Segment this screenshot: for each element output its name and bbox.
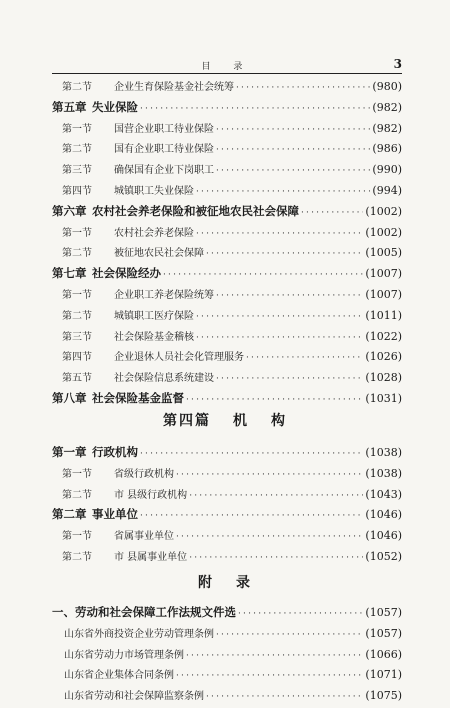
header-rule: [52, 73, 402, 74]
entry-title: 山东省劳动力市场管理条例: [64, 649, 184, 661]
entry-label: [52, 646, 184, 661]
entry-page-number: (1002): [365, 204, 402, 218]
toc-entry: [52, 369, 402, 390]
entry-label: [52, 140, 214, 155]
appendix-char-1: 附: [198, 575, 214, 591]
dot-leader: [206, 249, 363, 259]
entry-number: 第一章: [52, 445, 87, 459]
entry-page-number: (1043): [365, 487, 402, 501]
toc-block-part3: [52, 78, 402, 411]
entry-title: 社会保险基金稽核: [114, 331, 194, 343]
entry-page-number: (1007): [365, 267, 402, 281]
entry-page-number: (1007): [365, 287, 402, 301]
dot-leader: [206, 692, 363, 702]
entry-label: [52, 390, 184, 406]
entry-number: 第一节: [62, 289, 92, 301]
toc-entry: [52, 604, 402, 625]
toc-entry: [52, 666, 402, 687]
toc-entry: [52, 486, 402, 507]
toc-entry: [52, 328, 402, 349]
entry-number: 第二节: [62, 310, 92, 322]
part-name-char-1: 机: [233, 413, 249, 429]
entry-label: [52, 244, 204, 259]
entry-page-number: (1038): [365, 446, 402, 459]
toc-entry: [52, 140, 402, 161]
entry-number: 第五节: [62, 373, 92, 385]
entry-number: 第二节: [62, 551, 92, 563]
entry-page-number: (1028): [365, 371, 402, 385]
dot-leader: [176, 470, 363, 480]
entry-number: 第一节: [62, 227, 92, 239]
entry-label: [52, 348, 244, 363]
entry-title: 社会保险信息系统建设: [114, 373, 214, 385]
entry-label: [52, 99, 138, 115]
entry-label: [52, 182, 194, 197]
toc-entry: [52, 244, 402, 265]
entry-title: 市 县属事业单位: [114, 551, 188, 563]
entry-title: 山东省外商投资企业劳动管理条例: [64, 628, 214, 640]
entry-page-number: (1052): [365, 549, 402, 563]
dot-leader: [140, 449, 363, 459]
entry-label: [52, 486, 187, 501]
running-title: 目 录: [201, 62, 253, 72]
entry-label: [52, 286, 214, 301]
toc-entry: [52, 390, 402, 411]
entry-number: 第一节: [62, 531, 92, 543]
dot-leader: [186, 651, 363, 661]
entry-number: 第四节: [62, 352, 92, 364]
entry-page-number: (1071): [365, 668, 402, 682]
entry-page-number: (1046): [365, 508, 402, 522]
entry-title: 企业职工养老保险统筹: [114, 289, 214, 301]
entry-page-number: (982): [372, 121, 402, 135]
toc-entry: [52, 203, 402, 224]
toc-entry: [52, 444, 402, 465]
dot-leader: [246, 353, 363, 363]
entry-title: 国营企业职工待业保险: [114, 123, 214, 135]
entry-number: 第二节: [62, 489, 92, 501]
entry-number: 第七章: [52, 266, 87, 281]
entry-page-number: (990): [372, 163, 402, 177]
entry-page-number: (982): [372, 100, 402, 114]
dot-leader: [216, 291, 363, 301]
toc-entry: [52, 120, 402, 141]
toc-entry: [52, 625, 402, 646]
dot-leader: [301, 208, 363, 218]
dot-leader: [140, 104, 370, 114]
dot-leader: [216, 145, 370, 155]
toc-entry: [52, 527, 402, 548]
entry-label: [52, 369, 214, 384]
entry-number: 第六章: [52, 203, 87, 218]
entry-title: 山东省企业集体合同条例: [64, 670, 174, 682]
dot-leader: [238, 609, 363, 619]
entry-page-number: (1005): [365, 246, 402, 260]
entry-label: [52, 687, 204, 702]
entry-page-number: (1011): [365, 308, 402, 322]
entry-label: [52, 161, 214, 176]
entry-number: 第一节: [62, 123, 92, 135]
page-number: 3: [393, 57, 402, 71]
entry-number: 第二节: [62, 248, 92, 260]
entry-number: 第五章: [52, 99, 87, 114]
dot-leader: [216, 166, 370, 176]
toc-entry: [52, 465, 402, 486]
entry-label: [52, 120, 214, 135]
entry-label: [52, 506, 138, 522]
dot-leader: [196, 312, 363, 322]
dot-leader: [176, 532, 363, 542]
part-title: [0, 410, 450, 430]
entry-title: 企业生育保险基金社会统筹: [114, 82, 234, 93]
entry-page-number: (986): [372, 142, 402, 156]
entry-label: [52, 465, 174, 480]
entry-page-number: (980): [372, 80, 402, 93]
entry-label: [52, 548, 187, 563]
entry-title: 事业单位: [92, 507, 138, 522]
part-prefix: 第四篇: [163, 413, 211, 429]
dot-leader: [196, 187, 370, 197]
entry-number: 第八章: [52, 390, 87, 405]
entry-number: 第四节: [62, 185, 92, 197]
entry-label: [52, 444, 138, 460]
entry-label: [52, 307, 194, 322]
dot-leader: [216, 125, 370, 135]
dot-leader: [189, 553, 363, 563]
dot-leader: [196, 333, 363, 343]
dot-leader: [140, 511, 363, 521]
dot-leader: [216, 374, 363, 384]
entry-title: 失业保险: [92, 99, 138, 114]
entry-number: 第二节: [62, 82, 92, 93]
toc-entry: [52, 265, 402, 286]
toc-entry: [52, 348, 402, 369]
entry-page-number: (1002): [365, 225, 402, 239]
entry-number: 第二节: [62, 144, 92, 156]
dot-leader: [176, 671, 363, 681]
entry-title: 农村社会养老保险: [114, 227, 194, 239]
entry-label: [52, 328, 194, 343]
appendix-title: [0, 572, 450, 592]
entry-page-number: (1057): [365, 606, 402, 619]
entry-title: 城镇职工医疗保险: [114, 310, 194, 322]
part-name-char-2: 构: [271, 413, 287, 429]
dot-leader: [236, 83, 370, 93]
entry-title: 市 县级行政机构: [114, 489, 188, 501]
entry-number: 第二章: [52, 507, 87, 522]
toc-entry: [52, 646, 402, 667]
entry-title: 城镇职工失业保险: [114, 185, 194, 197]
entry-number: 第三节: [62, 165, 92, 177]
toc-entry: [52, 99, 402, 120]
entry-page-number: (994): [372, 183, 402, 197]
dot-leader: [186, 395, 363, 405]
toc-entry: [52, 224, 402, 245]
entry-title: 省级行政机构: [114, 468, 174, 480]
entry-page-number: (1022): [365, 329, 402, 343]
entry-page-number: (1031): [365, 391, 402, 405]
toc-entry: [52, 182, 402, 203]
entry-page-number: (1026): [365, 350, 402, 364]
entry-label: [52, 265, 161, 281]
entry-label: [52, 625, 214, 640]
entry-label: [52, 78, 234, 93]
toc-block-appendix: [52, 604, 402, 708]
entry-title: 确保国有企业下岗职工: [114, 165, 214, 177]
entry-title: 国有企业职工待业保险: [114, 144, 214, 156]
entry-label: [52, 527, 174, 542]
entry-title: 社会保险基金监督: [92, 390, 184, 405]
entry-label: [52, 203, 299, 219]
entry-label: [52, 604, 236, 620]
toc-block-part4: [52, 444, 402, 569]
toc-entry: [52, 307, 402, 328]
entry-page-number: (1038): [365, 466, 402, 480]
entry-title: 社会保险经办: [92, 266, 161, 281]
entry-number: 第三节: [62, 331, 92, 343]
entry-title: 省属事业单位: [114, 531, 174, 543]
dot-leader: [163, 270, 363, 280]
entry-label: [52, 224, 194, 239]
toc-entry: [52, 286, 402, 307]
toc-entry: [52, 161, 402, 182]
entry-page-number: (1066): [365, 647, 402, 661]
toc-entry: [52, 78, 402, 99]
entry-title: 一、劳动和社会保障工作法规文件选: [52, 605, 236, 619]
toc-entry: [52, 506, 402, 527]
entry-title: 农村社会养老保险和被征地农民社会保障: [92, 203, 299, 218]
entry-number: 第一节: [62, 468, 92, 480]
running-header: [52, 56, 402, 74]
entry-title: 被征地农民社会保障: [114, 248, 204, 260]
entry-title: 行政机构: [92, 445, 138, 459]
entry-title: 山东省劳动和社会保障监察条例: [64, 691, 204, 703]
entry-title: 企业退休人员社会化管理服务: [114, 352, 244, 364]
entry-label: [52, 666, 174, 681]
toc-entry: [52, 548, 402, 569]
appendix-char-2: 录: [236, 575, 252, 591]
entry-page-number: (1075): [365, 689, 402, 703]
entry-page-number: (1057): [365, 626, 402, 640]
dot-leader: [216, 630, 363, 640]
dot-leader: [196, 229, 363, 239]
dot-leader: [189, 491, 363, 501]
toc-entry: [52, 687, 402, 708]
entry-page-number: (1046): [365, 529, 402, 543]
